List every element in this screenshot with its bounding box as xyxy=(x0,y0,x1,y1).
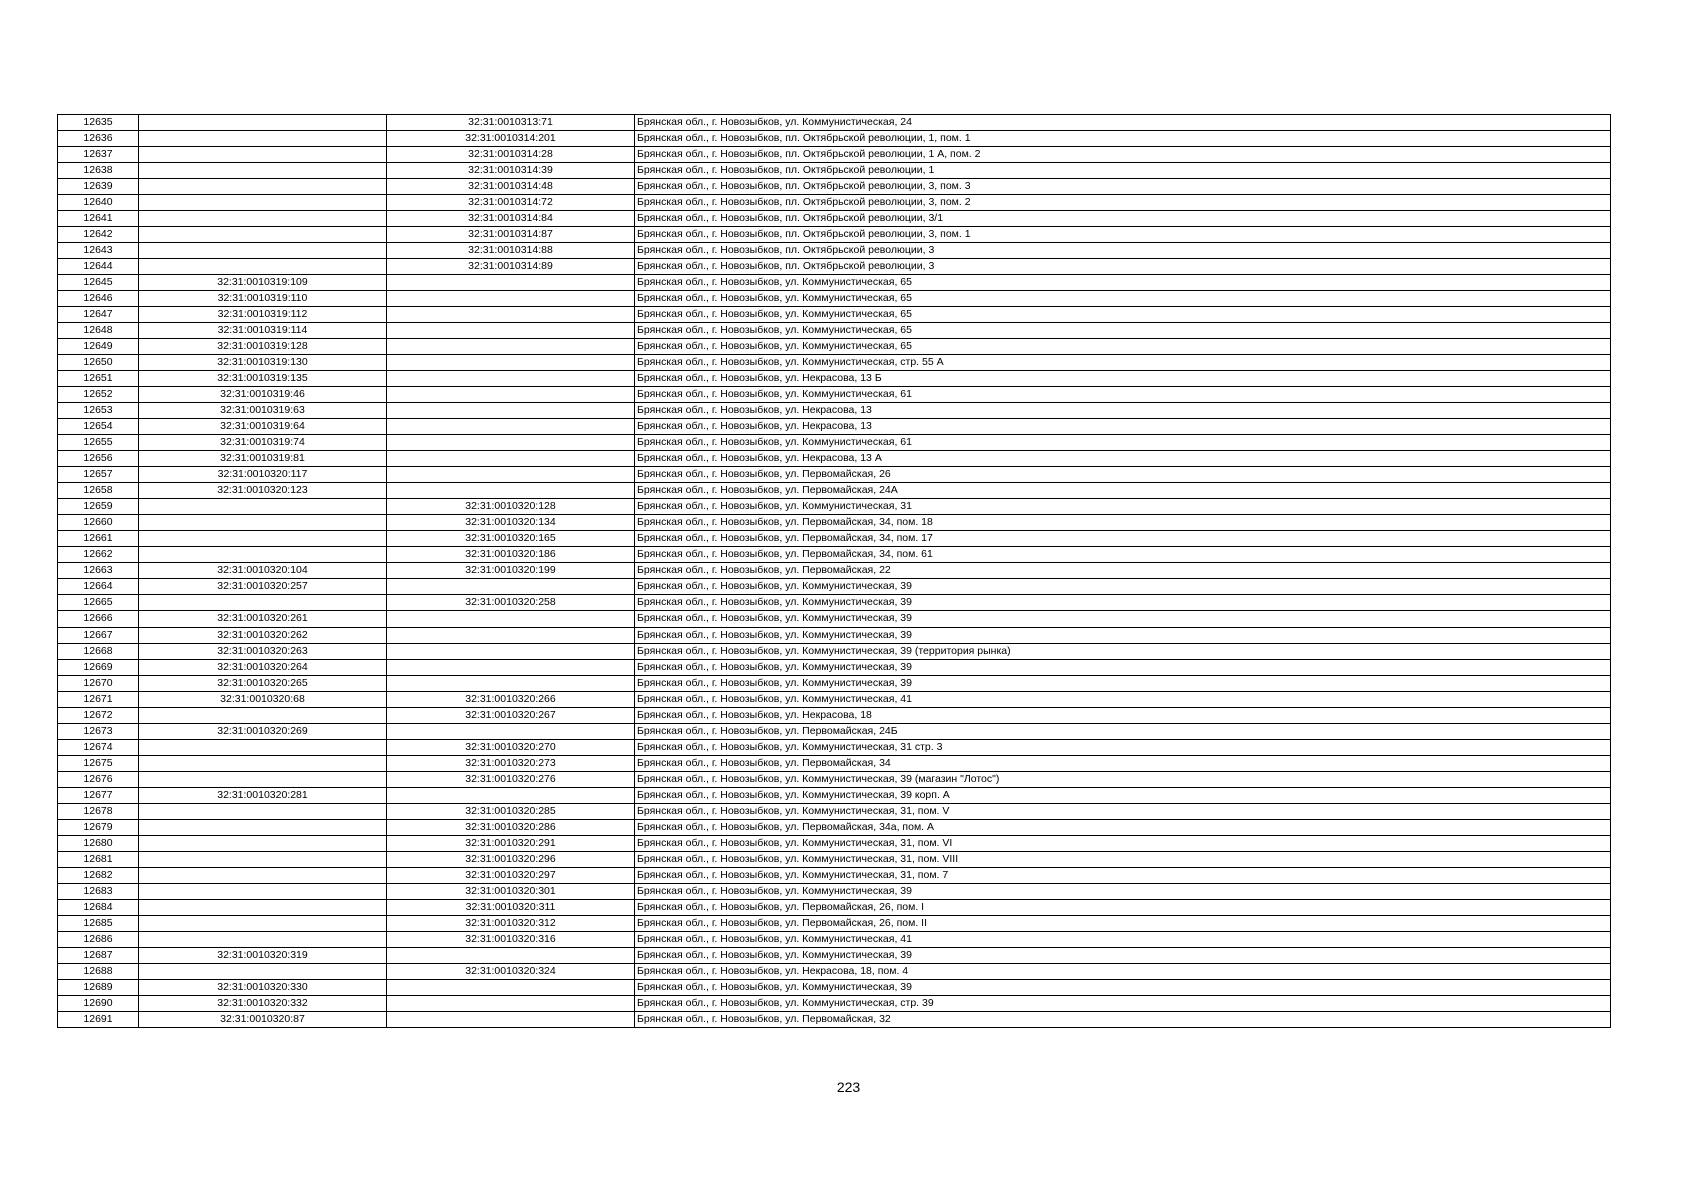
address-cell: Брянская обл., г. Новозыбков, ул. Коммунистическая, 39 xyxy=(635,627,1611,643)
table-row xyxy=(58,563,1611,579)
table-row xyxy=(58,995,1611,1011)
cadastral-number-b-cell: 32:31:0010320:324 xyxy=(387,963,635,979)
row-number-cell: 12688 xyxy=(58,963,139,979)
cadastral-number-a-cell: 32:31:0010320:263 xyxy=(139,643,387,659)
row-number-cell: 12663 xyxy=(58,563,139,579)
cadastral-number-b-cell xyxy=(387,979,635,995)
cadastral-number-a-cell: 32:31:0010320:104 xyxy=(139,563,387,579)
table-row xyxy=(58,163,1611,179)
table-row xyxy=(58,963,1611,979)
row-number-cell: 12675 xyxy=(58,755,139,771)
table-row xyxy=(58,835,1611,851)
address-cell: Брянская обл., г. Новозыбков, ул. Коммунистическая, 41 xyxy=(635,931,1611,947)
cadastral-number-a-cell: 32:31:0010319:109 xyxy=(139,275,387,291)
address-cell: Брянская обл., г. Новозыбков, ул. Коммунистическая, стр. 55 А xyxy=(635,355,1611,371)
row-number-cell: 12679 xyxy=(58,819,139,835)
row-number-cell: 12655 xyxy=(58,435,139,451)
address-cell: Брянская обл., г. Новозыбков, ул. Коммунистическая, 39 xyxy=(635,595,1611,611)
row-number-cell: 12640 xyxy=(58,195,139,211)
address-cell: Брянская обл., г. Новозыбков, ул. Первомайская, 22 xyxy=(635,563,1611,579)
cadastral-number-b-cell: 32:31:0010320:186 xyxy=(387,547,635,563)
cadastral-number-b-cell: 32:31:0010320:273 xyxy=(387,755,635,771)
cadastral-number-b-cell: 32:31:0010314:89 xyxy=(387,259,635,275)
table-row xyxy=(58,691,1611,707)
table-row xyxy=(58,499,1611,515)
cadastral-number-a-cell: 32:31:0010319:130 xyxy=(139,355,387,371)
cadastral-number-b-cell xyxy=(387,387,635,403)
address-cell: Брянская обл., г. Новозыбков, ул. Коммунистическая, 31, пом. VI xyxy=(635,835,1611,851)
address-cell: Брянская обл., г. Новозыбков, ул. Некрасова, 13 А xyxy=(635,451,1611,467)
address-cell: Брянская обл., г. Новозыбков, ул. Первомайская, 26, пом. I xyxy=(635,899,1611,915)
address-cell: Брянская обл., г. Новозыбков, ул. Коммунистическая, 65 xyxy=(635,307,1611,323)
table-row xyxy=(58,467,1611,483)
cadastral-number-b-cell: 32:31:0010314:84 xyxy=(387,211,635,227)
table-row xyxy=(58,723,1611,739)
address-cell: Брянская обл., г. Новозыбков, ул. Некрасова, 13 Б xyxy=(635,371,1611,387)
cadastral-number-b-cell: 32:31:0010320:286 xyxy=(387,819,635,835)
address-cell: Брянская обл., г. Новозыбков, ул. Коммунистическая, 65 xyxy=(635,323,1611,339)
row-number-cell: 12645 xyxy=(58,275,139,291)
row-number-cell: 12651 xyxy=(58,371,139,387)
row-number-cell: 12639 xyxy=(58,179,139,195)
address-cell: Брянская обл., г. Новозыбков, ул. Коммунистическая, 61 xyxy=(635,435,1611,451)
cadastral-number-b-cell: 32:31:0010320:276 xyxy=(387,771,635,787)
cadastral-number-a-cell: 32:31:0010320:332 xyxy=(139,995,387,1011)
row-number-cell: 12657 xyxy=(58,467,139,483)
address-cell: Брянская обл., г. Новозыбков, ул. Первомайская, 34а, пом. А xyxy=(635,819,1611,835)
cadastral-number-b-cell: 32:31:0010314:87 xyxy=(387,227,635,243)
cadastral-number-a-cell xyxy=(139,819,387,835)
table-row xyxy=(58,259,1611,275)
address-cell: Брянская обл., г. Новозыбков, пл. Октябрьской революции, 3/1 xyxy=(635,211,1611,227)
cadastral-number-a-cell: 32:31:0010320:68 xyxy=(139,691,387,707)
row-number-cell: 12687 xyxy=(58,947,139,963)
cadastral-number-b-cell: 32:31:0010314:48 xyxy=(387,179,635,195)
cadastral-number-b-cell: 32:31:0010320:291 xyxy=(387,835,635,851)
cadastral-number-a-cell xyxy=(139,803,387,819)
table-row xyxy=(58,739,1611,755)
address-cell: Брянская обл., г. Новозыбков, ул. Первомайская, 34, пом. 18 xyxy=(635,515,1611,531)
row-number-cell: 12680 xyxy=(58,835,139,851)
address-cell: Брянская обл., г. Новозыбков, ул. Коммунистическая, 39 xyxy=(635,947,1611,963)
table-row xyxy=(58,947,1611,963)
cadastral-number-b-cell xyxy=(387,371,635,387)
address-cell: Брянская обл., г. Новозыбков, ул. Некрасова, 13 xyxy=(635,419,1611,435)
row-number-cell: 12660 xyxy=(58,515,139,531)
row-number-cell: 12676 xyxy=(58,771,139,787)
cadastral-number-b-cell: 32:31:0010320:134 xyxy=(387,515,635,531)
cadastral-number-a-cell: 32:31:0010320:261 xyxy=(139,611,387,627)
row-number-cell: 12642 xyxy=(58,227,139,243)
address-cell: Брянская обл., г. Новозыбков, пл. Октябрьской революции, 1, пом. 1 xyxy=(635,131,1611,147)
row-number-cell: 12652 xyxy=(58,387,139,403)
cadastral-number-a-cell xyxy=(139,179,387,195)
cadastral-number-a-cell xyxy=(139,835,387,851)
row-number-cell: 12671 xyxy=(58,691,139,707)
cadastral-number-b-cell xyxy=(387,467,635,483)
table-row xyxy=(58,1011,1611,1027)
row-number-cell: 12648 xyxy=(58,323,139,339)
row-number-cell: 12669 xyxy=(58,659,139,675)
address-cell: Брянская обл., г. Новозыбков, ул. Первомайская, 34, пом. 61 xyxy=(635,547,1611,563)
cadastral-number-b-cell xyxy=(387,307,635,323)
cadastral-number-a-cell xyxy=(139,915,387,931)
address-cell: Брянская обл., г. Новозыбков, ул. Коммунистическая, 31 стр. 3 xyxy=(635,739,1611,755)
cadastral-number-b-cell xyxy=(387,355,635,371)
cadastral-number-a-cell: 32:31:0010319:110 xyxy=(139,291,387,307)
address-cell: Брянская обл., г. Новозыбков, ул. Коммунистическая, 39 xyxy=(635,611,1611,627)
cadastral-number-a-cell xyxy=(139,227,387,243)
cadastral-number-a-cell xyxy=(139,771,387,787)
cadastral-number-a-cell xyxy=(139,531,387,547)
address-cell: Брянская обл., г. Новозыбков, ул. Коммунистическая, 65 xyxy=(635,291,1611,307)
cadastral-number-a-cell: 32:31:0010320:87 xyxy=(139,1011,387,1027)
cadastral-number-a-cell xyxy=(139,163,387,179)
cadastral-number-a-cell xyxy=(139,147,387,163)
table-row xyxy=(58,195,1611,211)
table-row xyxy=(58,307,1611,323)
address-cell: Брянская обл., г. Новозыбков, пл. Октябрьской революции, 3 xyxy=(635,259,1611,275)
table-row xyxy=(58,659,1611,675)
cadastral-number-b-cell: 32:31:0010320:165 xyxy=(387,531,635,547)
address-cell: Брянская обл., г. Новозыбков, ул. Коммунистическая, 31 xyxy=(635,499,1611,515)
row-number-cell: 12672 xyxy=(58,707,139,723)
table-row xyxy=(58,243,1611,259)
cadastral-number-a-cell xyxy=(139,243,387,259)
row-number-cell: 12683 xyxy=(58,883,139,899)
address-cell: Брянская обл., г. Новозыбков, ул. Коммунистическая, 39 (территория рынка) xyxy=(635,643,1611,659)
cadastral-number-a-cell: 32:31:0010319:114 xyxy=(139,323,387,339)
address-cell: Брянская обл., г. Новозыбков, ул. Коммунистическая, 31, пом. V xyxy=(635,803,1611,819)
row-number-cell: 12646 xyxy=(58,291,139,307)
cadastral-number-a-cell: 32:31:0010320:257 xyxy=(139,579,387,595)
row-number-cell: 12689 xyxy=(58,979,139,995)
row-number-cell: 12685 xyxy=(58,915,139,931)
cadastral-number-a-cell xyxy=(139,707,387,723)
cadastral-number-b-cell: 32:31:0010320:316 xyxy=(387,931,635,947)
cadastral-number-b-cell xyxy=(387,435,635,451)
cadastral-number-b-cell: 32:31:0010314:201 xyxy=(387,131,635,147)
address-cell: Брянская обл., г. Новозыбков, пл. Октябрьской революции, 3, пом. 2 xyxy=(635,195,1611,211)
cadastral-number-a-cell xyxy=(139,755,387,771)
register-table xyxy=(57,114,1611,1028)
table-row xyxy=(58,355,1611,371)
table-row xyxy=(58,339,1611,355)
table-row xyxy=(58,131,1611,147)
table-row xyxy=(58,931,1611,947)
cadastral-number-a-cell xyxy=(139,739,387,755)
row-number-cell: 12681 xyxy=(58,851,139,867)
address-cell: Брянская обл., г. Новозыбков, ул. Первомайская, 24Б xyxy=(635,723,1611,739)
table-row xyxy=(58,179,1611,195)
address-cell: Брянская обл., г. Новозыбков, ул. Коммунистическая, 39 xyxy=(635,579,1611,595)
row-number-cell: 12637 xyxy=(58,147,139,163)
cadastral-number-b-cell: 32:31:0010314:28 xyxy=(387,147,635,163)
row-number-cell: 12665 xyxy=(58,595,139,611)
cadastral-number-a-cell xyxy=(139,595,387,611)
address-cell: Брянская обл., г. Новозыбков, ул. Коммунистическая, 39 xyxy=(635,675,1611,691)
cadastral-number-a-cell: 32:31:0010320:123 xyxy=(139,483,387,499)
row-number-cell: 12650 xyxy=(58,355,139,371)
table-row xyxy=(58,643,1611,659)
cadastral-number-a-cell: 32:31:0010320:117 xyxy=(139,467,387,483)
cadastral-number-b-cell: 32:31:0010320:296 xyxy=(387,851,635,867)
table-row xyxy=(58,915,1611,931)
address-cell: Брянская обл., г. Новозыбков, ул. Первомайская, 26, пом. II xyxy=(635,915,1611,931)
row-number-cell: 12636 xyxy=(58,131,139,147)
cadastral-number-b-cell: 32:31:0010320:266 xyxy=(387,691,635,707)
address-cell: Брянская обл., г. Новозыбков, ул. Коммунистическая, стр. 39 xyxy=(635,995,1611,1011)
cadastral-number-a-cell: 32:31:0010319:63 xyxy=(139,403,387,419)
table-row xyxy=(58,227,1611,243)
cadastral-number-a-cell xyxy=(139,851,387,867)
cadastral-number-a-cell xyxy=(139,547,387,563)
table-row xyxy=(58,323,1611,339)
row-number-cell: 12691 xyxy=(58,1011,139,1027)
table-row xyxy=(58,979,1611,995)
table-row xyxy=(58,483,1611,499)
table-row xyxy=(58,515,1611,531)
address-cell: Брянская обл., г. Новозыбков, ул. Первомайская, 32 xyxy=(635,1011,1611,1027)
cadastral-number-a-cell: 32:31:0010319:135 xyxy=(139,371,387,387)
cadastral-number-a-cell xyxy=(139,883,387,899)
cadastral-number-b-cell: 32:31:0010320:285 xyxy=(387,803,635,819)
table-row xyxy=(58,851,1611,867)
address-cell: Брянская обл., г. Новозыбков, ул. Коммунистическая, 65 xyxy=(635,275,1611,291)
cadastral-number-b-cell: 32:31:0010314:88 xyxy=(387,243,635,259)
table-row xyxy=(58,707,1611,723)
row-number-cell: 12661 xyxy=(58,531,139,547)
table-row xyxy=(58,387,1611,403)
cadastral-number-b-cell xyxy=(387,1011,635,1027)
cadastral-number-b-cell xyxy=(387,275,635,291)
row-number-cell: 12659 xyxy=(58,499,139,515)
address-cell: Брянская обл., г. Новозыбков, ул. Коммунистическая, 65 xyxy=(635,339,1611,355)
table-row xyxy=(58,147,1611,163)
address-cell: Брянская обл., г. Новозыбков, пл. Октябрьской революции, 1 xyxy=(635,163,1611,179)
cadastral-number-b-cell xyxy=(387,787,635,803)
table-row xyxy=(58,547,1611,563)
cadastral-number-b-cell: 32:31:0010314:39 xyxy=(387,163,635,179)
cadastral-number-a-cell xyxy=(139,931,387,947)
table-row xyxy=(58,451,1611,467)
cadastral-number-b-cell xyxy=(387,323,635,339)
cadastral-number-b-cell xyxy=(387,675,635,691)
row-number-cell: 12666 xyxy=(58,611,139,627)
cadastral-number-b-cell xyxy=(387,291,635,307)
address-cell: Брянская обл., г. Новозыбков, ул. Коммунистическая, 39 корп. А xyxy=(635,787,1611,803)
address-cell: Брянская обл., г. Новозыбков, пл. Октябрьской революции, 3 xyxy=(635,243,1611,259)
cadastral-number-b-cell xyxy=(387,995,635,1011)
address-cell: Брянская обл., г. Новозыбков, ул. Коммунистическая, 39 xyxy=(635,883,1611,899)
cadastral-number-b-cell: 32:31:0010320:297 xyxy=(387,867,635,883)
cadastral-number-a-cell xyxy=(139,899,387,915)
table-row xyxy=(58,611,1611,627)
row-number-cell: 12653 xyxy=(58,403,139,419)
table-row xyxy=(58,115,1611,131)
address-cell: Брянская обл., г. Новозыбков, ул. Коммунистическая, 61 xyxy=(635,387,1611,403)
address-cell: Брянская обл., г. Новозыбков, ул. Коммунистическая, 41 xyxy=(635,691,1611,707)
cadastral-number-b-cell xyxy=(387,579,635,595)
row-number-cell: 12678 xyxy=(58,803,139,819)
cadastral-number-a-cell: 32:31:0010320:265 xyxy=(139,675,387,691)
cadastral-number-b-cell xyxy=(387,419,635,435)
table-row xyxy=(58,819,1611,835)
row-number-cell: 12668 xyxy=(58,643,139,659)
table-row xyxy=(58,867,1611,883)
address-cell: Брянская обл., г. Новозыбков, ул. Первомайская, 24А xyxy=(635,483,1611,499)
table-row xyxy=(58,675,1611,691)
row-number-cell: 12647 xyxy=(58,307,139,323)
row-number-cell: 12662 xyxy=(58,547,139,563)
table-row xyxy=(58,755,1611,771)
cadastral-number-b-cell: 32:31:0010320:301 xyxy=(387,883,635,899)
cadastral-number-a-cell xyxy=(139,515,387,531)
table-row xyxy=(58,403,1611,419)
cadastral-number-a-cell: 32:31:0010320:281 xyxy=(139,787,387,803)
cadastral-number-b-cell xyxy=(387,403,635,419)
cadastral-number-a-cell xyxy=(139,115,387,131)
table-row xyxy=(58,275,1611,291)
row-number-cell: 12673 xyxy=(58,723,139,739)
address-cell: Брянская обл., г. Новозыбков, ул. Некрасова, 18 xyxy=(635,707,1611,723)
row-number-cell: 12690 xyxy=(58,995,139,1011)
cadastral-number-b-cell: 32:31:0010320:128 xyxy=(387,499,635,515)
row-number-cell: 12664 xyxy=(58,579,139,595)
table-row xyxy=(58,787,1611,803)
row-number-cell: 12635 xyxy=(58,115,139,131)
address-cell: Брянская обл., г. Новозыбков, пл. Октябрьской революции, 3, пом. 1 xyxy=(635,227,1611,243)
cadastral-number-a-cell: 32:31:0010319:74 xyxy=(139,435,387,451)
table-row xyxy=(58,595,1611,611)
address-cell: Брянская обл., г. Новозыбков, ул. Некрасова, 13 xyxy=(635,403,1611,419)
address-cell: Брянская обл., г. Новозыбков, ул. Коммунистическая, 31, пом. 7 xyxy=(635,867,1611,883)
cadastral-number-b-cell: 32:31:0010320:311 xyxy=(387,899,635,915)
table-row xyxy=(58,771,1611,787)
cadastral-number-a-cell: 32:31:0010319:64 xyxy=(139,419,387,435)
row-number-cell: 12686 xyxy=(58,931,139,947)
cadastral-number-b-cell: 32:31:0010313:71 xyxy=(387,115,635,131)
cadastral-number-a-cell: 32:31:0010320:269 xyxy=(139,723,387,739)
row-number-cell: 12638 xyxy=(58,163,139,179)
cadastral-number-b-cell: 32:31:0010320:270 xyxy=(387,739,635,755)
cadastral-number-a-cell xyxy=(139,195,387,211)
row-number-cell: 12643 xyxy=(58,243,139,259)
table-row xyxy=(58,899,1611,915)
address-cell: Брянская обл., г. Новозыбков, ул. Первомайская, 34 xyxy=(635,755,1611,771)
cadastral-number-a-cell: 32:31:0010320:262 xyxy=(139,627,387,643)
cadastral-number-a-cell: 32:31:0010319:112 xyxy=(139,307,387,323)
row-number-cell: 12644 xyxy=(58,259,139,275)
address-cell: Брянская обл., г. Новозыбков, пл. Октябрьской революции, 3, пом. 3 xyxy=(635,179,1611,195)
row-number-cell: 12674 xyxy=(58,739,139,755)
cadastral-number-a-cell xyxy=(139,963,387,979)
cadastral-number-a-cell: 32:31:0010319:81 xyxy=(139,451,387,467)
cadastral-number-a-cell xyxy=(139,867,387,883)
address-cell: Брянская обл., г. Новозыбков, ул. Коммунистическая, 24 xyxy=(635,115,1611,131)
page-number: 223 xyxy=(836,1079,861,1095)
row-number-cell: 12654 xyxy=(58,419,139,435)
cadastral-number-a-cell: 32:31:0010320:264 xyxy=(139,659,387,675)
cadastral-number-b-cell xyxy=(387,451,635,467)
table-row xyxy=(58,531,1611,547)
cadastral-number-b-cell xyxy=(387,627,635,643)
address-cell: Брянская обл., г. Новозыбков, ул. Коммунистическая, 39 xyxy=(635,659,1611,675)
table-row xyxy=(58,435,1611,451)
cadastral-number-a-cell xyxy=(139,131,387,147)
address-cell: Брянская обл., г. Новозыбков, ул. Некрасова, 18, пом. 4 xyxy=(635,963,1611,979)
table-row xyxy=(58,803,1611,819)
row-number-cell: 12677 xyxy=(58,787,139,803)
cadastral-number-b-cell xyxy=(387,947,635,963)
cadastral-number-b-cell: 32:31:0010320:199 xyxy=(387,563,635,579)
table-row xyxy=(58,883,1611,899)
table-row xyxy=(58,579,1611,595)
row-number-cell: 12656 xyxy=(58,451,139,467)
cadastral-number-a-cell: 32:31:0010320:330 xyxy=(139,979,387,995)
row-number-cell: 12649 xyxy=(58,339,139,355)
row-number-cell: 12641 xyxy=(58,211,139,227)
address-cell: Брянская обл., г. Новозыбков, пл. Октябрьской революции, 1 А, пом. 2 xyxy=(635,147,1611,163)
table-row xyxy=(58,419,1611,435)
address-cell: Брянская обл., г. Новозыбков, ул. Коммунистическая, 31, пом. VIII xyxy=(635,851,1611,867)
row-number-cell: 12682 xyxy=(58,867,139,883)
register-table-body xyxy=(58,115,1611,1028)
cadastral-number-b-cell xyxy=(387,611,635,627)
row-number-cell: 12684 xyxy=(58,899,139,915)
table-row xyxy=(58,211,1611,227)
cadastral-number-b-cell xyxy=(387,643,635,659)
cadastral-number-a-cell: 32:31:0010319:128 xyxy=(139,339,387,355)
table-row xyxy=(58,371,1611,387)
cadastral-number-b-cell xyxy=(387,659,635,675)
row-number-cell: 12670 xyxy=(58,675,139,691)
cadastral-number-a-cell: 32:31:0010319:46 xyxy=(139,387,387,403)
address-cell: Брянская обл., г. Новозыбков, ул. Коммунистическая, 39 xyxy=(635,979,1611,995)
cadastral-number-b-cell: 32:31:0010314:72 xyxy=(387,195,635,211)
table-row xyxy=(58,627,1611,643)
cadastral-number-b-cell xyxy=(387,723,635,739)
row-number-cell: 12667 xyxy=(58,627,139,643)
cadastral-number-a-cell xyxy=(139,499,387,515)
cadastral-number-a-cell xyxy=(139,211,387,227)
cadastral-number-b-cell: 32:31:0010320:258 xyxy=(387,595,635,611)
cadastral-number-a-cell: 32:31:0010320:319 xyxy=(139,947,387,963)
table-row xyxy=(58,291,1611,307)
cadastral-number-b-cell xyxy=(387,483,635,499)
cadastral-number-b-cell: 32:31:0010320:312 xyxy=(387,915,635,931)
address-cell: Брянская обл., г. Новозыбков, ул. Первомайская, 34, пом. 17 xyxy=(635,531,1611,547)
row-number-cell: 12658 xyxy=(58,483,139,499)
address-cell: Брянская обл., г. Новозыбков, ул. Коммунистическая, 39 (магазин "Лотос") xyxy=(635,771,1611,787)
address-cell: Брянская обл., г. Новозыбков, ул. Первомайская, 26 xyxy=(635,467,1611,483)
cadastral-number-b-cell xyxy=(387,339,635,355)
cadastral-number-a-cell xyxy=(139,259,387,275)
cadastral-number-b-cell: 32:31:0010320:267 xyxy=(387,707,635,723)
